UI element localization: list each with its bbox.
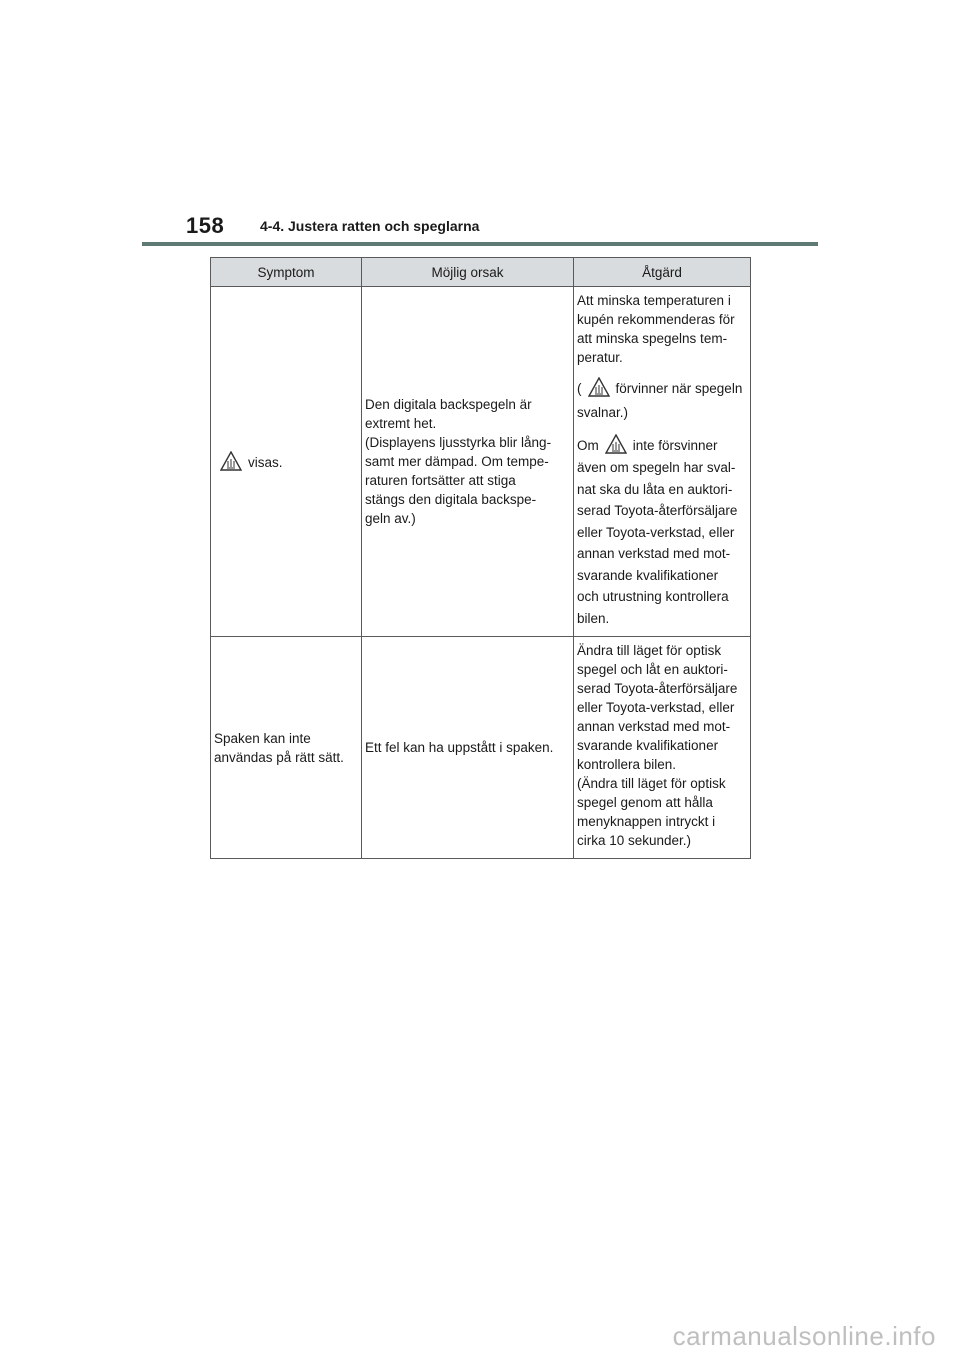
action-line: peratur. (577, 350, 623, 365)
column-header-symptom: Symptom (211, 258, 362, 287)
action-line: svarande kvalifikationer (577, 567, 719, 583)
action-line: nat ska du låta en auktori- (577, 481, 733, 497)
cause-text: Ett fel kan ha uppstått i spaken. (365, 740, 554, 755)
action-cell (574, 637, 751, 859)
action-line: (Ändra till läget för optisk (577, 776, 726, 791)
action-line: och utrustning kontrollera (577, 589, 729, 604)
table-row (211, 637, 751, 859)
symptom-text: visas. (248, 455, 283, 470)
column-header-cause: Möjlig orsak (362, 258, 574, 287)
cause-cell (362, 637, 574, 859)
cause-line: geln av.) (365, 511, 416, 526)
cause-line: samt mer dämpad. Om tempe- (365, 454, 549, 469)
action-line: bilen. (577, 610, 610, 626)
symptom-line: användas på rätt sätt. (214, 749, 344, 765)
symptom-line: Spaken kan inte (214, 730, 311, 746)
action-line: annan verkstad med mot- (577, 546, 731, 561)
cause-line: (Displayens ljusstyrka blir lång- (365, 435, 552, 450)
action-line: Att minska temperaturen i (577, 293, 731, 308)
column-header-action: Åtgärd (574, 258, 751, 287)
action-line: svalnar.) (577, 405, 629, 420)
action-line: annan verkstad med mot- (577, 719, 731, 734)
troubleshooting-table (210, 257, 751, 859)
action-line: eller Toyota-verkstad, eller (577, 524, 735, 540)
mirror-temperature-warning-icon (220, 451, 242, 471)
action-cell (574, 287, 751, 637)
action-line: spegel genom att hålla (577, 795, 713, 810)
cause-line: raturen fortsätter att stiga (365, 473, 516, 488)
symptom-cell (211, 637, 362, 859)
action-line: eller Toyota-verkstad, eller (577, 700, 735, 715)
cause-line: Den digitala backspegeln är (365, 397, 532, 412)
cause-cell (362, 287, 574, 637)
action-line: spegel och låt en auktori- (577, 662, 728, 677)
action-line: cirka 10 sekunder.) (577, 833, 692, 848)
action-line (577, 377, 747, 400)
action-text: Om (577, 438, 599, 453)
action-line: Ändra till läget för optisk (577, 643, 722, 658)
action-line: kupén rekommenderas för (577, 312, 735, 327)
symptom-cell (211, 287, 362, 637)
action-line (577, 434, 747, 457)
watermark: carmanualsonline.info (672, 1321, 936, 1351)
header-divider (142, 242, 818, 246)
action-line: menyknappen intryckt i (577, 814, 716, 829)
table-header-row (211, 258, 751, 287)
action-text: förvinner när spegeln (615, 381, 743, 396)
action-line: kontrollera bilen. (577, 757, 677, 772)
table-row (211, 287, 751, 637)
cause-line: extremt het. (365, 416, 437, 431)
action-line: serad Toyota-återförsäljare (577, 503, 738, 518)
action-line: att minska spegelns tem- (577, 331, 728, 346)
page-number: 158 (186, 213, 225, 238)
cause-line: stängs den digitala backspe- (365, 492, 537, 507)
section-title: 4-4. Justera ratten och speglarna (260, 218, 480, 234)
action-text: inte försvinner (632, 438, 718, 453)
action-line: även om spegeln har sval- (577, 460, 736, 475)
action-line: serad Toyota-återförsäljare (577, 681, 738, 696)
action-text: ( (577, 381, 582, 396)
mirror-temperature-warning-icon (605, 434, 627, 454)
mirror-temperature-warning-icon (588, 377, 610, 397)
action-line: svarande kvalifikationer (577, 738, 719, 753)
